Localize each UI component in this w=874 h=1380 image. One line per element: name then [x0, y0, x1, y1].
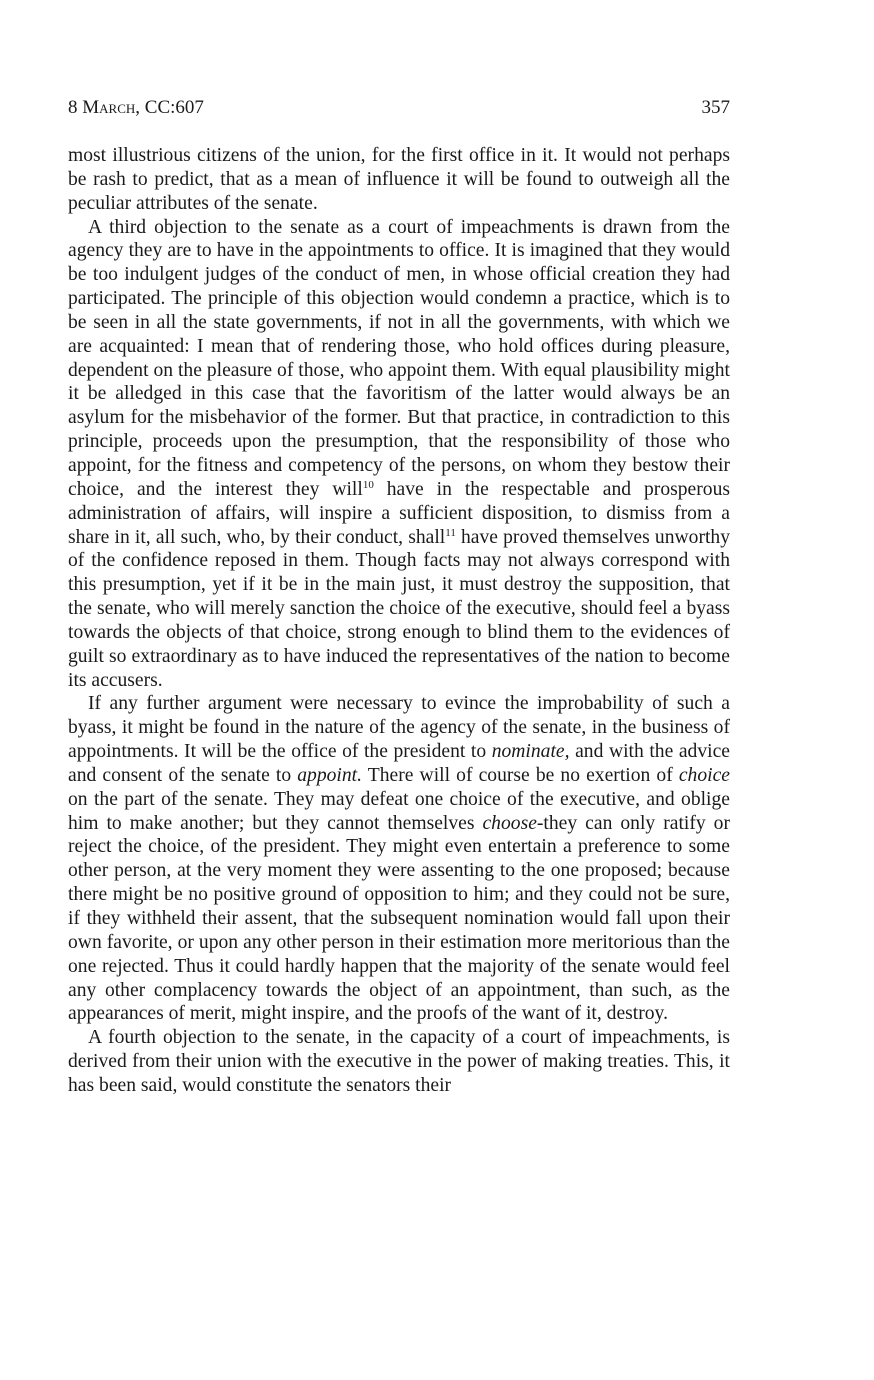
- italic-appoint: appoint.: [297, 764, 363, 786]
- italic-nominate: nominate,: [491, 741, 570, 763]
- footnote-ref-10: 10: [362, 478, 374, 491]
- paragraph-4: A fourth objection to the senate, in the capacity of a court of impeachments, is derived from their union with the executive in the power of making treaties. This, it has been said, would constitute the senators their: [68, 1027, 730, 1096]
- paragraph-3-text-3: There will of course be no exertion of: [362, 764, 679, 786]
- paragraph-2-text-c: have proved themselves unworthy of the confidence reposed in them. Though facts may not always correspond with this presumption, yet if it be in the main just, it must destroy the supposition, that the senate, who will merely sanction the choice of the executive, should feel a byass towards the objects of that choice, strong enough to blind them to the evidences of guilt so extraordinary as to have induced the representatives of the nation to become its accusers.: [68, 526, 731, 691]
- italic-choice: choice: [678, 764, 730, 786]
- paragraph-3-text-4: on the part of the senate. They may defeat one choice of the executive, and oblige him to make another; but they cannot themselves: [68, 788, 730, 834]
- paragraph-2: [68, 216, 730, 693]
- header-month: March: [82, 97, 136, 118]
- paragraph-3-text-5: -they can only ratify or reject the choice, of the president. They might even entertain a preference to some other person, at the very moment they were assenting to the one proposed; because there might be no positive ground of opposition to him; and they could not be sure, if they withheld their assent, that the subsequent nomination would fall upon their own favorite, or upon any other person in their estimation more meritorious than the one rejected. Thus it could hardly happen that the majority of the senate would feel any other complacency towards the object of an appointment, than such, as the appearances of merit, might inspire, and the proofs of the want of it, destroy.: [68, 812, 730, 1025]
- header-doc-ref: , CC:607: [135, 97, 204, 118]
- paragraph-2-text-a: A third objection to the senate as a court of impeachments is drawn from the agency they are to have in the appointments to office. It is imagined that they would be too indulgent judges of the conduct of men, in whose official creation they had participated. The principle of this objection would condemn a practice, which is to be seen in all the state governments, if not in all the governments, with which we are acquainted: I mean that of rendering those, who hold offices during pleasure, dependent on the pleasure of those, who appoint them. With equal plausibility might it be alledged in this case that the favoritism of the latter would always be an asylum for the misbehavior of the former. But that practice, in contradiction to this principle, proceeds upon the presumption, that the responsibility of those who appoint, for the fitness and competency of the persons, on whom they bestow their choice, and the interest they will: [68, 216, 730, 500]
- paragraph-3-text-1: If any further argument were necessary to evince the improbability of such a byass, it might be found in the nature of the agency of the senate, in the business of appointments. It will be the office of the president to: [68, 693, 730, 763]
- italic-choose: choose: [482, 812, 537, 834]
- page-number: 357: [701, 97, 730, 118]
- footnote-ref-11: 11: [445, 526, 456, 539]
- document-page: [68, 94, 730, 1098]
- paragraph-3-text-2: and with the advice and consent of the senate to: [68, 741, 730, 786]
- paragraph-3: [68, 692, 730, 1026]
- header-citation: [68, 94, 204, 122]
- body-text: [68, 144, 730, 1098]
- running-header: [68, 94, 730, 122]
- header-date-prefix: 8: [68, 97, 83, 118]
- paragraph-2-text-b: have in the respectable and prosperous administration of affairs, will inspire a sufficient disposition, to dismiss from a share in it, all such, who, by their conduct, shall: [68, 478, 730, 548]
- paragraph-1: most illustrious citizens of the union, for the first office in it. It would not perhaps be rash to predict, that as a mean of influence it will be found to outweigh all the peculiar attributes of the senate.: [68, 145, 730, 214]
